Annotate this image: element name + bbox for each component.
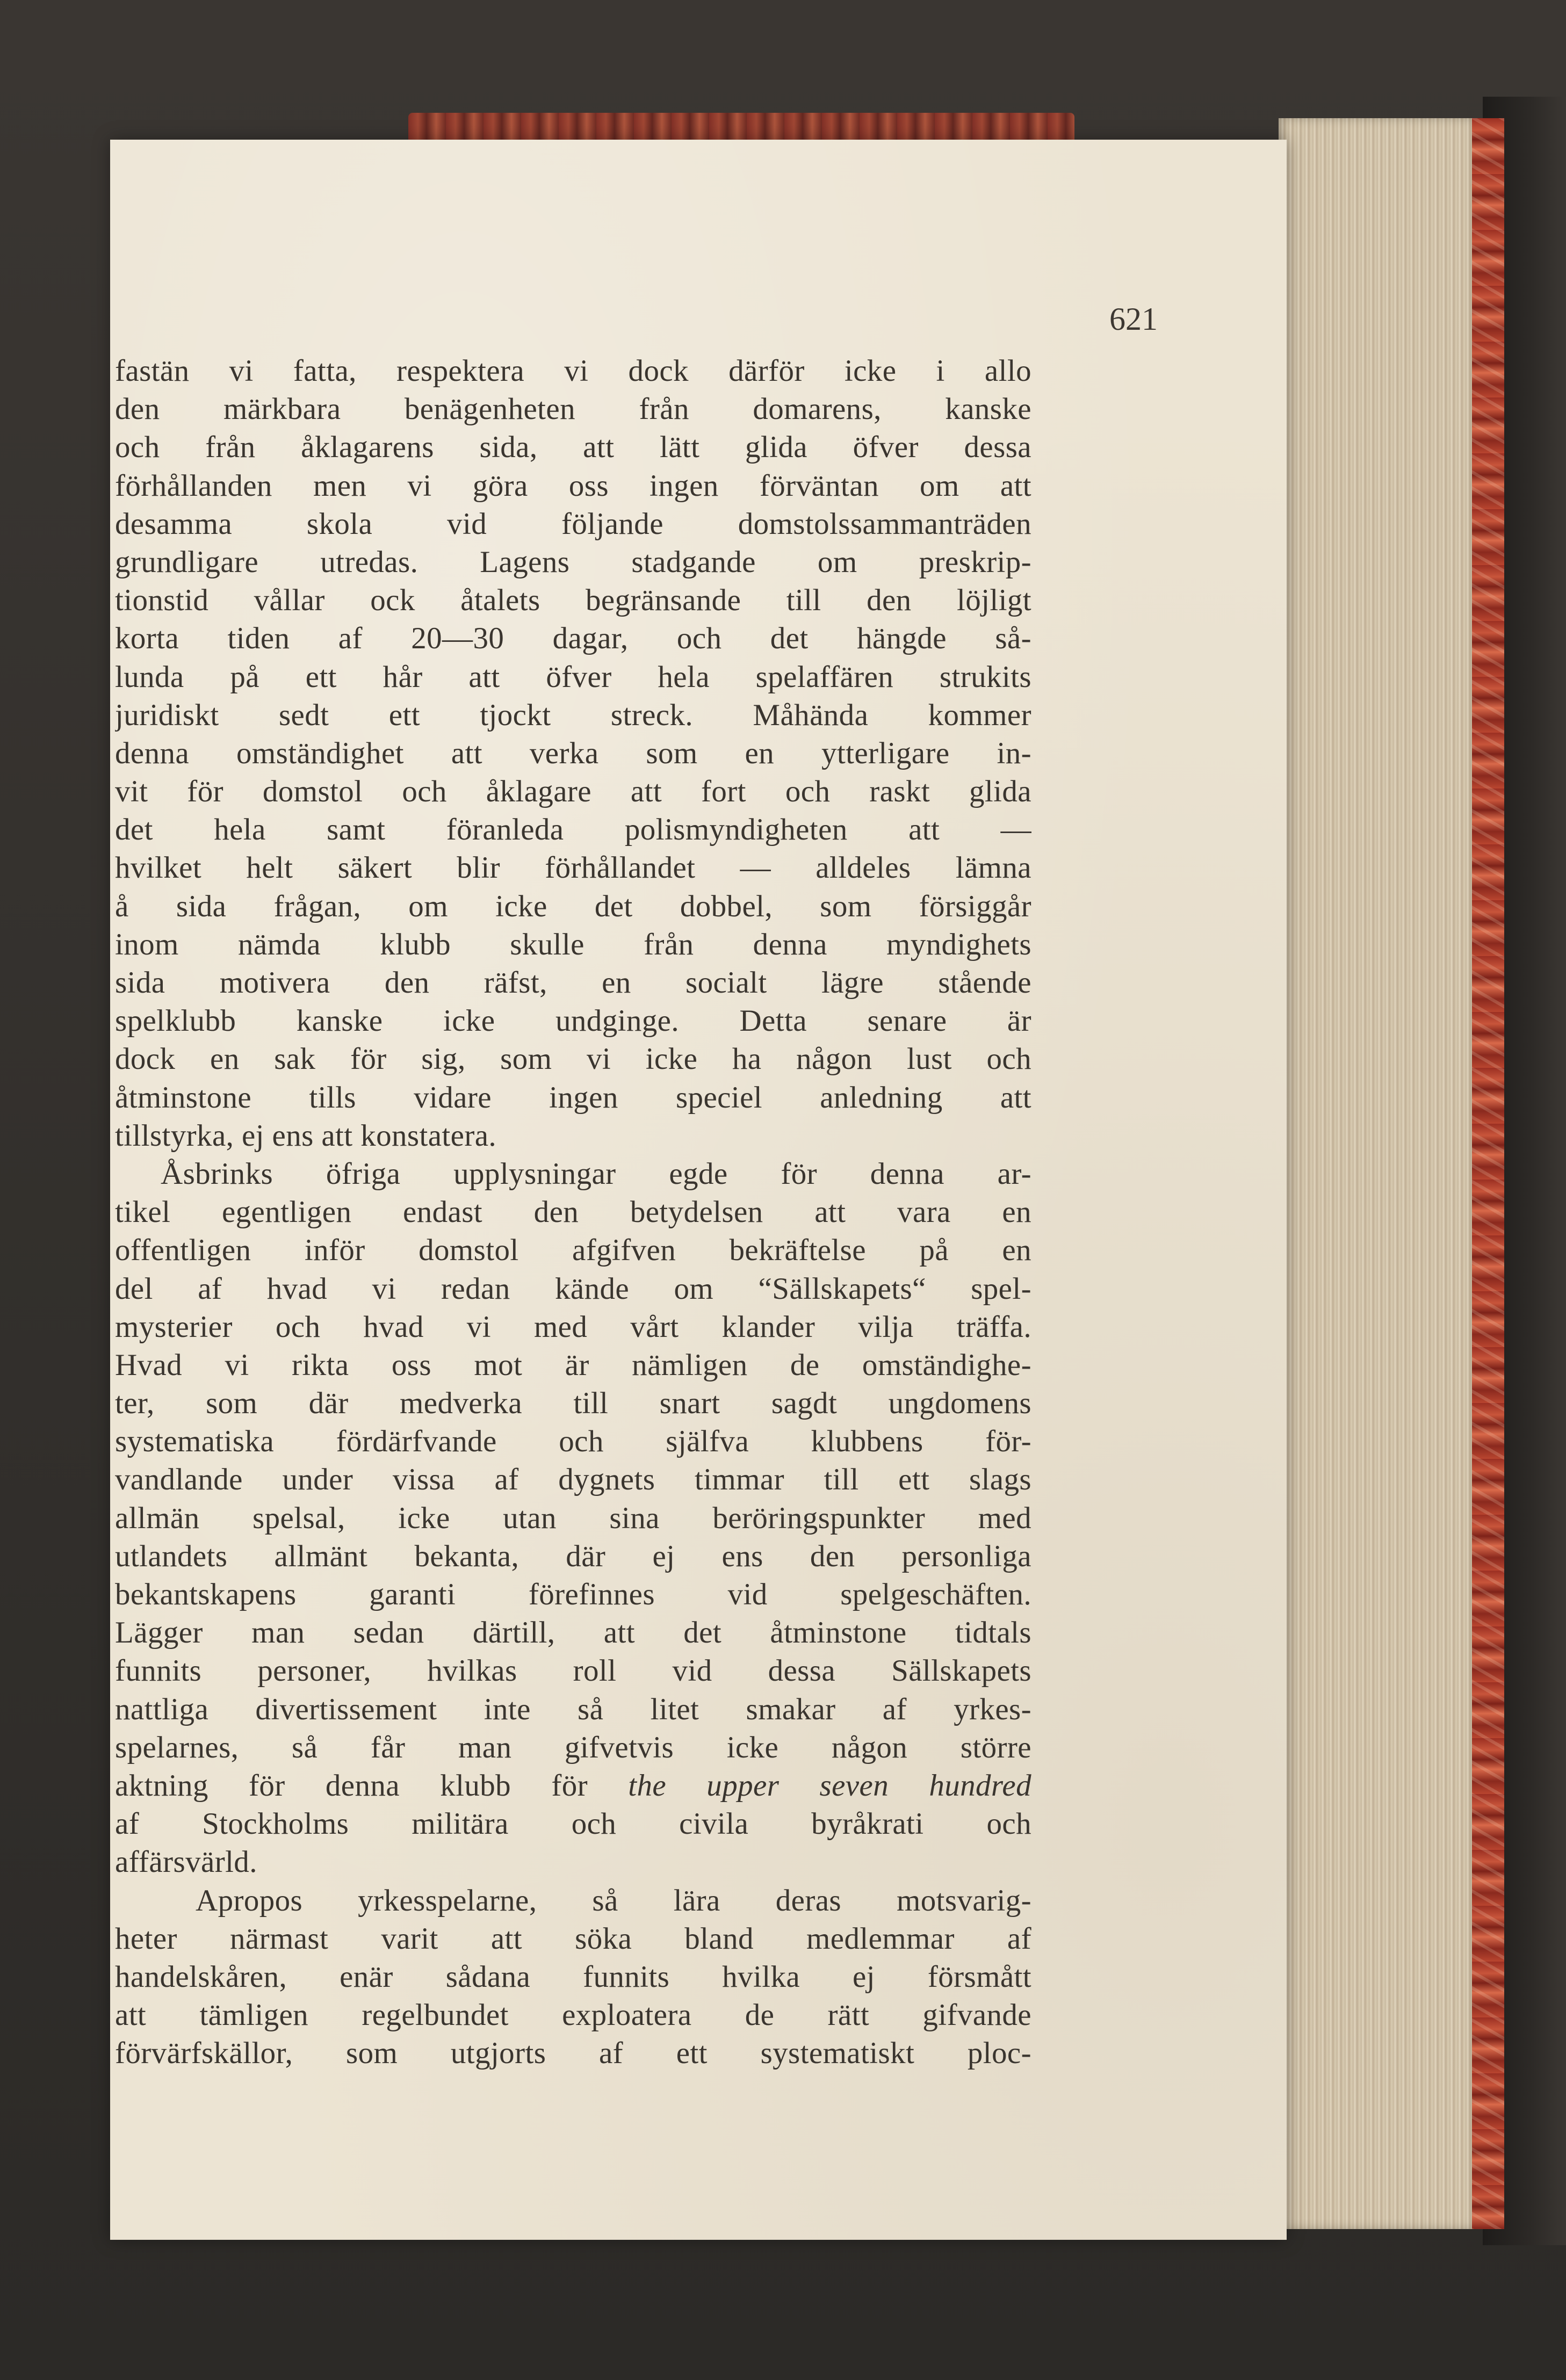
text-line: grundligare utredas. Lagens stadgande om preskrip-	[115, 545, 1031, 579]
text-line: lunda på ett hår att öfver hela spelaffären strukits	[115, 660, 1031, 694]
text-line: dock en sak för sig, som vi icke ha någon lust och	[115, 1042, 1031, 1076]
text-line: korta tiden af 20—30 dagar, och det hängde så-	[115, 621, 1031, 656]
text-line: funnits personer, hvilkas roll vid dessa Sällskapets	[115, 1654, 1031, 1688]
text-line: att tämligen regelbundet exploatera de rätt gifvande	[115, 1998, 1031, 2032]
text-line: fastän vi fatta, respektera vi dock därför icke i allo	[115, 354, 1031, 388]
text-line: affärsvärld.	[115, 1845, 257, 1879]
text-line: förvärfskällor, som utgjorts af ett systematiskt ploc-	[115, 2036, 1031, 2071]
text-line: ter, som där medverka till snart sagdt ungdomens	[115, 1386, 1031, 1421]
text-line: denna omständighet att verka som en ytterligare in-	[115, 736, 1031, 770]
italic-text-run: the upper seven hundred	[628, 1768, 1031, 1803]
text-line: offentligen inför domstol afgifven bekräftelse på en	[115, 1233, 1031, 1268]
book-page	[110, 140, 1287, 2240]
text-line: bekantskapens garanti förefinnes vid spelgeschäften.	[115, 1578, 1031, 1611]
text-line: vandlande under vissa af dygnets timmar till ett slags	[115, 1463, 1031, 1497]
text-line: handelskåren, enär sådana funnits hvilka ej försmått	[115, 1959, 1031, 1994]
page-number: 621	[1109, 301, 1158, 337]
text-line: juridiskt sedt ett tjockt streck. Måhända kommer	[115, 698, 1031, 732]
text-line: inom nämda klubb skulle från denna myndighets	[115, 927, 1031, 961]
text-line: åtminstone tills vidare ingen speciel anledning att	[115, 1080, 1031, 1115]
text-line: nattliga divertissement inte så litet smakar af yrkes-	[115, 1692, 1031, 1726]
text-line: systematiska fördärfvande och själfva klubbens för-	[115, 1424, 1031, 1459]
text-line: det hela samt föranleda polismyndigheten att —	[115, 813, 1031, 847]
text-line: allmän spelsal, icke utan sina beröringspunkter med	[115, 1501, 1031, 1535]
text-line: heter närmast varit att söka bland medlemmar af	[115, 1921, 1031, 1956]
text-line: af Stockholms militära och civila byråkrati och	[115, 1807, 1031, 1841]
text-line: utlandets allmänt bekanta, där ej ens den personliga	[115, 1539, 1031, 1573]
text-line: den märkbara benägenheten från domarens, kanske	[115, 392, 1031, 426]
text-line: mysterier och hvad vi med vårt klander vilja träffa.	[115, 1310, 1031, 1344]
text-line: hvilket helt säkert blir förhållandet — alldeles lämna	[115, 851, 1031, 885]
text-line: tillstyrka, ej ens att konstatera.	[115, 1118, 497, 1153]
text-line: Åsbrinks öfriga upplysningar egde för denna ar-	[161, 1156, 1031, 1191]
text-line: förhållanden men vi göra oss ingen förväntan om att	[115, 468, 1031, 503]
text-line: tikel egentligen endast den betydelsen att vara en	[115, 1195, 1031, 1229]
text-line: och från åklagarens sida, att lätt glida öfver dessa	[115, 430, 1031, 465]
text-line: spelarnes, så får man gifvetvis icke någon större	[115, 1730, 1031, 1764]
text-line: Hvad vi rikta oss mot är nämligen de omständighe-	[115, 1348, 1031, 1382]
text-line: sida motivera den räfst, en socialt lägre stående	[115, 966, 1031, 1000]
body-text	[115, 352, 1031, 2072]
text-line: spelklubb kanske icke undginge. Detta senare är	[115, 1004, 1031, 1038]
text-line: vit för domstol och åklagare att fort och raskt glida	[115, 775, 1031, 809]
text-line: å sida frågan, om icke det dobbel, som försiggår	[115, 889, 1031, 923]
text-line: Apropos yrkesspelarne, så lära deras motsvarig-	[196, 1883, 1031, 1918]
text-line: Lägger man sedan därtill, att det åtminstone tidtals	[115, 1616, 1031, 1650]
page-stack-edge	[1279, 118, 1472, 2229]
text-line: tionstid vållar ock åtalets begränsande till den löjligt	[115, 583, 1031, 618]
text-line: desamma skola vid följande domstolssammanträden	[115, 507, 1031, 541]
text-run: aktning för denna klubb för	[115, 1768, 629, 1803]
text-line	[115, 1767, 1031, 1805]
text-line: del af hvad vi redan kände om “Sällskapets“ spel-	[115, 1271, 1031, 1306]
